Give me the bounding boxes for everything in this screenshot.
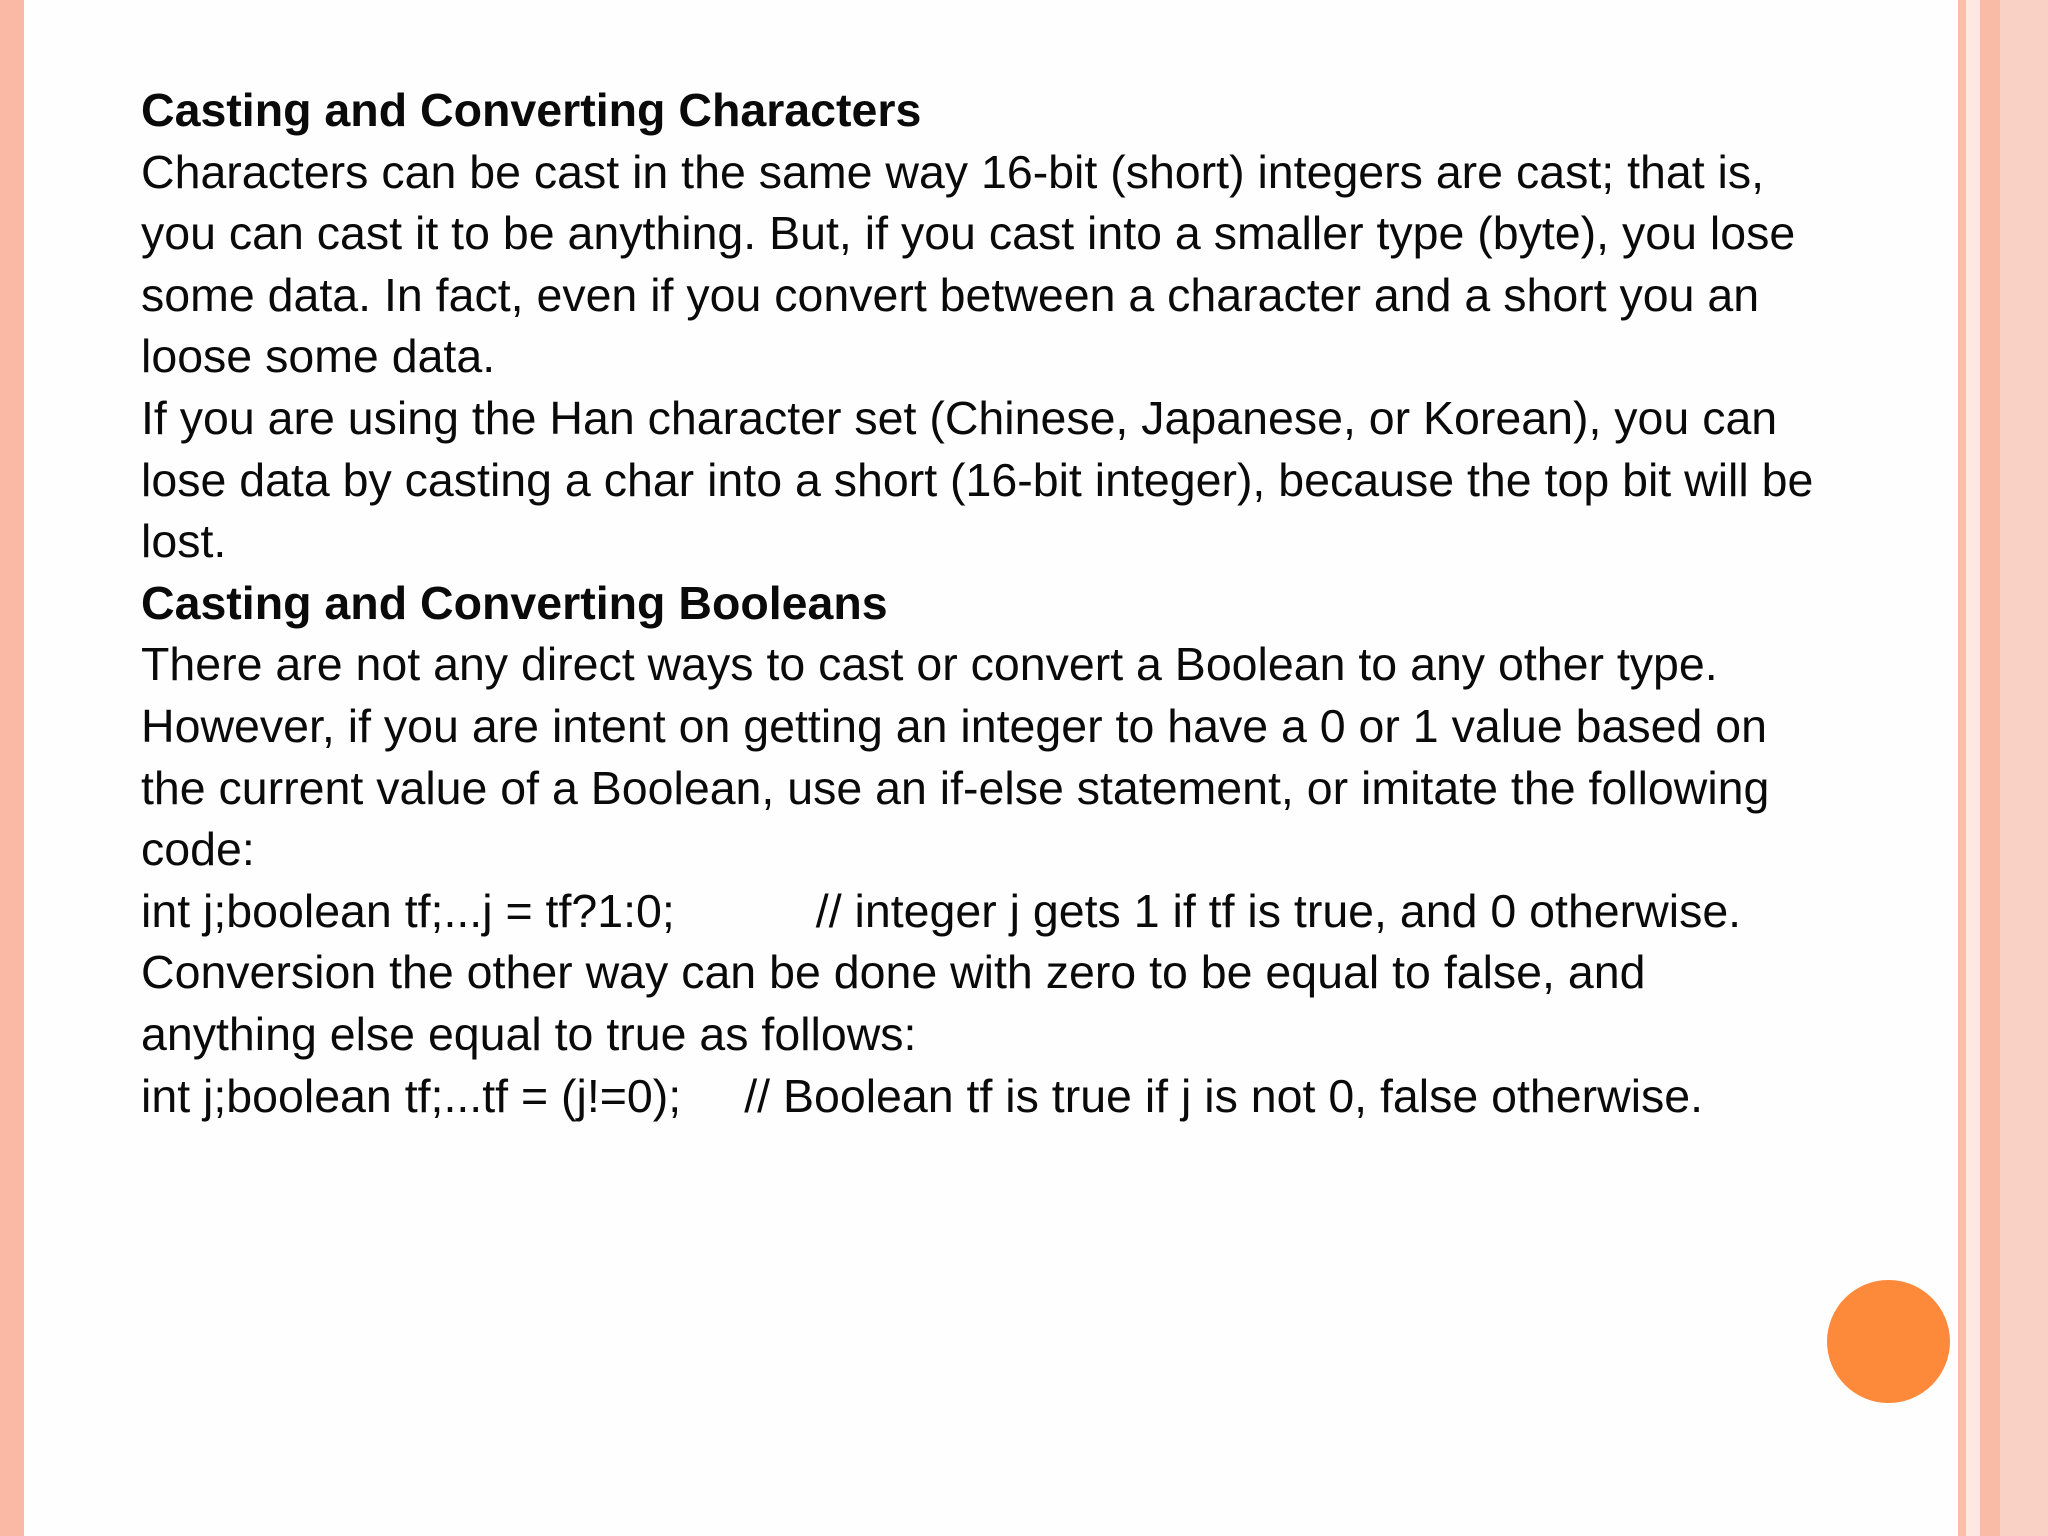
body-line: lost. xyxy=(141,515,227,568)
body-line: Characters can be cast in the same way 16-bit (short) integers are cast; that is, xyxy=(141,145,1765,198)
code-comment: // integer j gets 1 if tf is true, and 0 otherwise. xyxy=(815,884,1742,937)
body-line: However, if you are intent on getting an integer to have a 0 or 1 value based on xyxy=(141,699,1768,752)
body-line: loose some data. xyxy=(141,330,496,383)
body-line: some data. In fact, even if you convert between a character and a short you an xyxy=(141,268,1760,321)
code-snippet: int j;boolean tf;...tf = (j!=0); xyxy=(141,1069,682,1122)
code-line xyxy=(141,1066,1971,1128)
right-decorative-band xyxy=(1980,0,2000,1536)
slide-body xyxy=(141,80,1971,1127)
left-decorative-stripe xyxy=(0,0,24,1536)
body-line: the current value of a Boolean, use an if-else statement, or imitate the following xyxy=(141,761,1770,814)
section-heading-characters: Casting and Converting Characters xyxy=(141,84,922,136)
body-line: There are not any direct ways to cast or convert a Boolean to any other type. xyxy=(141,638,1718,691)
body-line: Conversion the other way can be done with zero to be equal to false, and xyxy=(141,946,1646,999)
code-line xyxy=(141,881,1971,943)
body-line: you can cast it to be anything. But, if you cast into a smaller type (byte), you lose xyxy=(141,207,1796,260)
code-snippet: int j;boolean tf;...j = tf?1:0; xyxy=(141,884,675,937)
section-heading-booleans: Casting and Converting Booleans xyxy=(141,576,888,629)
body-line: anything else equal to true as follows: xyxy=(141,1007,917,1060)
orange-circle-decoration xyxy=(1827,1280,1950,1403)
code-comment: // Boolean tf is true if j is not 0, false otherwise. xyxy=(744,1069,1704,1122)
right-decorative-band-outer xyxy=(2000,0,2048,1536)
body-line: If you are using the Han character set (Chinese, Japanese, or Korean), you can xyxy=(141,391,1778,444)
body-line: code: xyxy=(141,823,255,876)
body-line: lose data by casting a char into a short (16-bit integer), because the top bit will be xyxy=(141,453,1814,506)
